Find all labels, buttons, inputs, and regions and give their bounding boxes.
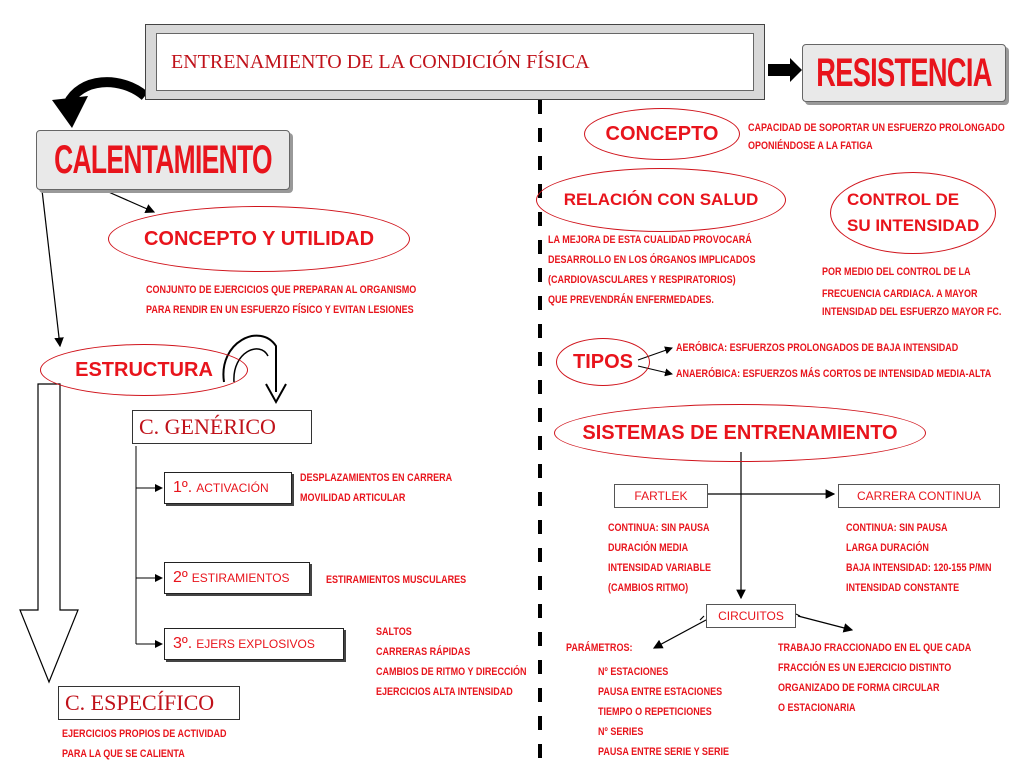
sistemas-label: SISTEMAS DE ENTRENAMIENTO [582,421,898,444]
circuitos-label: CIRCUITOS [718,609,784,623]
carrera-box [838,484,1000,508]
parametro-1: Nº ESTACIONES [598,666,669,678]
salud-text-2: DESARROLLO EN LOS ÓRGANOS IMPLICADOS [548,254,756,266]
salud-text-3: (CARDIOVASCULARES Y RESPIRATORIOS) [548,274,736,286]
concepto-utilidad-text-1: CONJUNTO DE EJERCICIOS QUE PREPARAN AL ORGANISMO [146,284,417,296]
step-1-label: ACTIVACIÓN [196,481,269,495]
parametros-label: PARÁMETROS: [566,642,633,654]
concepto-oval [584,108,740,160]
carrera-text-3: BAJA INTENSIDAD: 120-155 P/MN [846,562,992,574]
generico-box [132,410,312,444]
fartlek-text-2: DURACIÓN MEDIA [608,542,689,554]
circuitos-text-2: FRACCIÓN ES UN EJERCICIO DISTINTO [778,662,952,674]
circuitos-text-3: ORGANIZADO DE FORMA CIRCULAR [778,682,940,694]
resistencia-label: RESISTENCIA [816,50,992,95]
step-3-desc-2: CARRERAS RÁPIDAS [376,646,471,658]
carrera-label: CARRERA CONTINUA [856,489,981,503]
step-2-num: 2º [173,569,188,586]
especifico-text-1: EJERCICIOS PROPIOS DE ACTIVIDAD [62,728,227,740]
fartlek-text-3: INTENSIDAD VARIABLE [608,562,712,574]
concepto-text-2: OPONIÉNDOSE A LA FATIGA [748,140,873,152]
page-title: ENTRENAMIENTO DE LA CONDICIÓN FÍSICA [171,50,590,73]
title-banner-inner [156,33,754,91]
concepto-label: CONCEPTO [605,122,719,145]
control-text-2: FRECUENCIA CARDIACA. A MAYOR [822,288,978,300]
step-activacion [164,472,292,504]
parametro-5: PAUSA ENTRE SERIE Y SERIE [598,746,729,758]
fartlek-text-4: (CAMBIOS RITMO) [608,582,689,594]
salud-text-4: QUE PREVENDRÁN ENFERMEDADES. [548,294,714,306]
carrera-text-2: LARGA DURACIÓN [846,542,929,554]
tipos-anaerobica: ANAERÓBICA: ESFUERZOS MÁS CORTOS DE INTENSIDAD MEDIA-ALTA [676,368,992,380]
calentamiento-label: CALENTAMIENTO [54,137,272,182]
calentamiento-box [36,130,290,190]
hollow-down-arrow-icon [20,384,78,682]
circuitos-box [706,604,796,628]
fartlek-text-1: CONTINUA: SIN PAUSA [608,522,710,534]
tipos-label: TIPOS [572,350,633,373]
step-3-desc-1: SALTOS [376,626,412,638]
step-3-desc-4: EJERCICIOS ALTA INTENSIDAD [376,686,513,698]
parametro-3: TIEMPO O REPETICIONES [598,706,712,718]
step-3-num: 3º. [173,635,193,652]
step-3-desc-3: CAMBIOS DE RITMO Y DIRECCIÓN [376,666,527,678]
control-label-1: CONTROL DE [847,190,960,209]
step-estiramientos [164,562,310,594]
step-explosivos [164,628,344,660]
step-1-desc-2: MOVILIDAD ARTICULAR [300,492,406,504]
circuitos-text-4: O ESTACIONARIA [778,702,856,714]
circuitos-text-1: TRABAJO FRACCIONADO EN EL QUE CADA [778,642,972,654]
control-text-3: INTENSIDAD DEL ESFUERZO MAYOR FC. [822,306,1002,318]
control-oval [830,172,996,254]
block-arrow-icon [768,58,802,82]
concepto-utilidad-label: CONCEPTO Y UTILIDAD [143,227,375,250]
estructura-oval [40,344,248,396]
step-3-label: EJERS EXPLOSIVOS [196,637,315,651]
fartlek-box [614,484,708,508]
salud-label: RELACIÓN CON SALUD [563,190,759,209]
especifico-text-2: PARA LA QUE SE CALIENTA [62,748,185,760]
carrera-text-1: CONTINUA: SIN PAUSA [846,522,948,534]
fartlek-label: FARTLEK [634,489,688,503]
sistemas-oval [554,404,926,462]
concepto-utilidad-text-2: PARA RENDIR EN UN ESFUERZO FÍSICO Y EVITAN LESIONES [146,304,414,316]
title-banner [145,24,765,100]
especifico-box [58,686,240,720]
control-label-2: SU INTENSIDAD [847,216,980,235]
resistencia-box [802,44,1006,102]
parametro-4: Nº SERIES [598,726,644,738]
step-2-desc-1: ESTIRAMIENTOS MUSCULARES [326,574,467,586]
tipos-oval [556,338,650,386]
salud-oval [536,168,786,232]
tipos-aerobica: AERÓBICA: ESFUERZOS PROLONGADOS DE BAJA INTENSIDAD [676,342,959,354]
carrera-text-4: INTENSIDAD CONSTANTE [846,582,960,594]
concepto-text-1: CAPACIDAD DE SOPORTAR UN ESFUERZO PROLONGADO [748,122,1005,134]
estructura-label: ESTRUCTURA [75,358,213,381]
salud-text-1: LA MEJORA DE ESTA CUALIDAD PROVOCARÁ [548,234,752,246]
step-2-label: ESTIRAMIENTOS [191,571,290,585]
especifico-label: C. ESPECÍFICO [65,690,215,715]
step-1-num: 1º. [173,479,193,496]
control-text-1: POR MEDIO DEL CONTROL DE LA [822,266,971,278]
step-1-desc-1: DESPLAZAMIENTOS EN CARRERA [300,472,453,484]
concepto-utilidad-oval [108,206,410,272]
parametro-2: PAUSA ENTRE ESTACIONES [598,686,723,698]
generico-label: C. GENÉRICO [139,414,276,439]
